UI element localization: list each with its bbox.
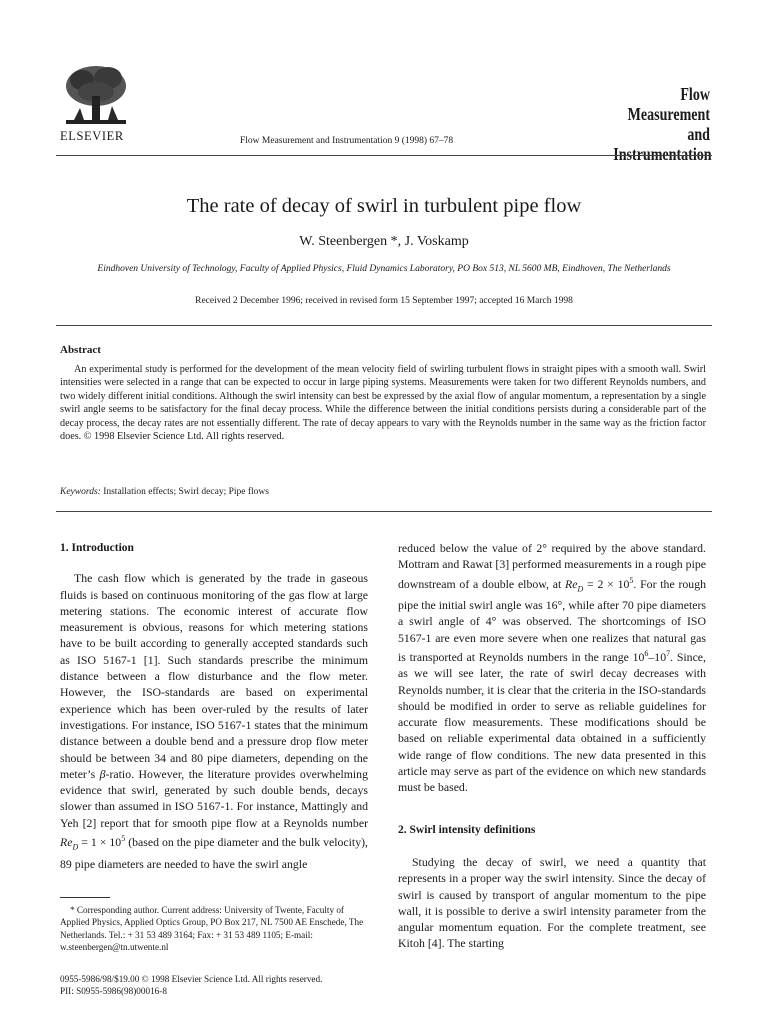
author-affiliation: Eindhoven University of Technology, Faculty of Applied Physics, Fluid Dynamics Laboratory, PO Box 513, NL 5600 MB, Eindhoven, The Netherlands — [97, 264, 671, 274]
journal-logo-line2: and Instrumentation — [613, 124, 712, 164]
issn-block — [60, 973, 322, 998]
reynolds-symbol: Re — [60, 834, 73, 849]
article-title: The rate of decay of swirl in turbulent pipe flow — [186, 195, 582, 217]
reynolds-subscript: D — [577, 583, 584, 593]
exponent: 5 — [629, 575, 634, 585]
right-text-b: = 2 × 10 — [583, 576, 630, 591]
abstract-top-rule — [56, 325, 712, 326]
introduction-paragraph — [60, 570, 368, 872]
continued-paragraph — [398, 540, 706, 796]
received-dates: Received 2 December 1996; received in revised form 15 September 1997; accepted 16 March 1998 — [195, 296, 573, 306]
reynolds-symbol: Re — [565, 576, 578, 591]
beta-symbol: β — [99, 766, 106, 781]
abstract-heading: Abstract — [60, 344, 101, 356]
exponent: 5 — [121, 834, 126, 844]
corresponding-author-footnote: * Corresponding author. Current address: University of Twente, Faculty of Applied Physics, Applied Optics Group, PO Box 217, NL 7500 AE Enschede, The Netherlands. Tel.: + 31 53 489 3164; Fax: + 31 53 489 1105; E-mail: w.steenbergen@tn.utwente.nl — [60, 905, 364, 953]
journal-logo — [613, 84, 710, 164]
exponent: 7 — [666, 649, 671, 659]
intro-text-c: = 1 × 10 — [78, 834, 122, 849]
section-heading-introduction: 1. Introduction — [60, 542, 134, 554]
right-column — [398, 540, 706, 952]
reynolds-subscript: D — [72, 842, 79, 852]
intro-text-a: The cash flow which is generated by the trade in gaseous fluids is based on continuous monitoring of the gas flow at large metering stations. The economic interest of accurate flow measurement is obvious, reasons for which metering stations have to be built according to generally accepted standards such as ISO 5167-1 [1]. Such standards prescribe the minimum distance between a flow disturbance and the flow meter. However, the ISO-standards are based on experimental experience which has been over-ruled by the results of later investigations. For instance, ISO 5167-1 states that the minimum distance between a double bend and a pressure drop flow meter should be between 34 and 80 pipe diameters, depending on the meter’s — [60, 571, 368, 781]
keywords-label: Keywords: — [60, 487, 101, 497]
section-heading-swirl-intensity: 2. Swirl intensity definitions — [398, 823, 536, 836]
right-text-c: . For the rough pipe the initial swirl angle was 16°, while after 70 pipe diameters a swirl angle of 4° was observed. The shortcomings of ISO 5167-1 are even more severe when one realizes that natural gas is transported at Reynolds numbers in the range 10 — [398, 576, 706, 664]
left-column — [60, 540, 368, 872]
article-authors: W. Steenbergen *, J. Voskamp — [299, 234, 469, 249]
keywords — [60, 487, 269, 497]
exponent: 6 — [644, 649, 649, 659]
journal-logo-line1: Flow Measurement — [627, 84, 710, 124]
journal-citation: Flow Measurement and Instrumentation 9 (1998) 67–78 — [240, 136, 454, 146]
pii-line: PII: S0955-5986(98)00016-8 — [60, 986, 167, 997]
intro-text-d: (based on the pipe diameter and the bulk velocity), 89 pipe diameters are needed to have the swirl angle — [60, 834, 368, 871]
right-text-d: . Since, as we will see later, the rate of swirl decay decreases with Reynolds number, it is clear that the criteria in the ISO-standards should be modified in order to serve as reliable guidelines for accurate flow measurements. These modifications should be based on reliable experimental data obtained in a sufficiently wide range of flow conditions. The new data presented in this article may serve as part of the evidence on which new standards must be based. — [398, 649, 706, 795]
header-rule — [56, 155, 712, 156]
range-dash: –10 — [648, 649, 667, 664]
right-text-a: reduced below the value of 2° required by the above standard. Mottram and Rawat [3] performed measurements in a rough pipe downstream of a double elbow, at — [398, 541, 706, 591]
footnote-rule — [60, 897, 110, 898]
keywords-text: Installation effects; Swirl decay; Pipe flows — [100, 487, 269, 497]
swirl-intensity-paragraph: Studying the decay of swirl, we need a quantity that represents in a proper way the swirl intensity. Since the decay of swirl is caused by transport of angular momentum to the pipe wall, it is possible to derive a swirl intensity parameter from the angular momentum equation. For the complete treatment, see Kitoh [4]. The starting — [398, 854, 706, 951]
abstract-bottom-rule — [56, 511, 712, 512]
abstract-text: An experimental study is performed for the development of the mean velocity field of swirling turbulent flows in straight pipes with a smooth wall. Swirl intensities were selected in a range that can be expected to occur in large piping systems. Measurements were taken for two different Reynolds numbers, and two widely different initial conditions. Although the swirl intensity can best be expressed by the axial flow of angular momentum, a representation by a single swirl angle seems to be satisfactory for the final decay process. While the difference between the initial conditions persists during a considerable part of the decay process, the decay rates are not essentially different. The rate of decay appears to vary with the Reynolds number in the same way as the friction factor does. © 1998 Elsevier Science Ltd. All rights reserved. — [60, 364, 706, 443]
publisher-name: ELSEVIER — [60, 129, 124, 143]
intro-text-b: -ratio. However, the literature provides overwhelming evidence that swirl, generated by such double bends, decays slower than assumed in ISO 5167-1. For instance, Mattingly and Yeh [2] report that for smooth pipe flow at a Reynolds number — [60, 766, 368, 830]
issn-line: 0955-5986/98/$19.00 © 1998 Elsevier Science Ltd. All rights reserved. — [60, 974, 323, 984]
